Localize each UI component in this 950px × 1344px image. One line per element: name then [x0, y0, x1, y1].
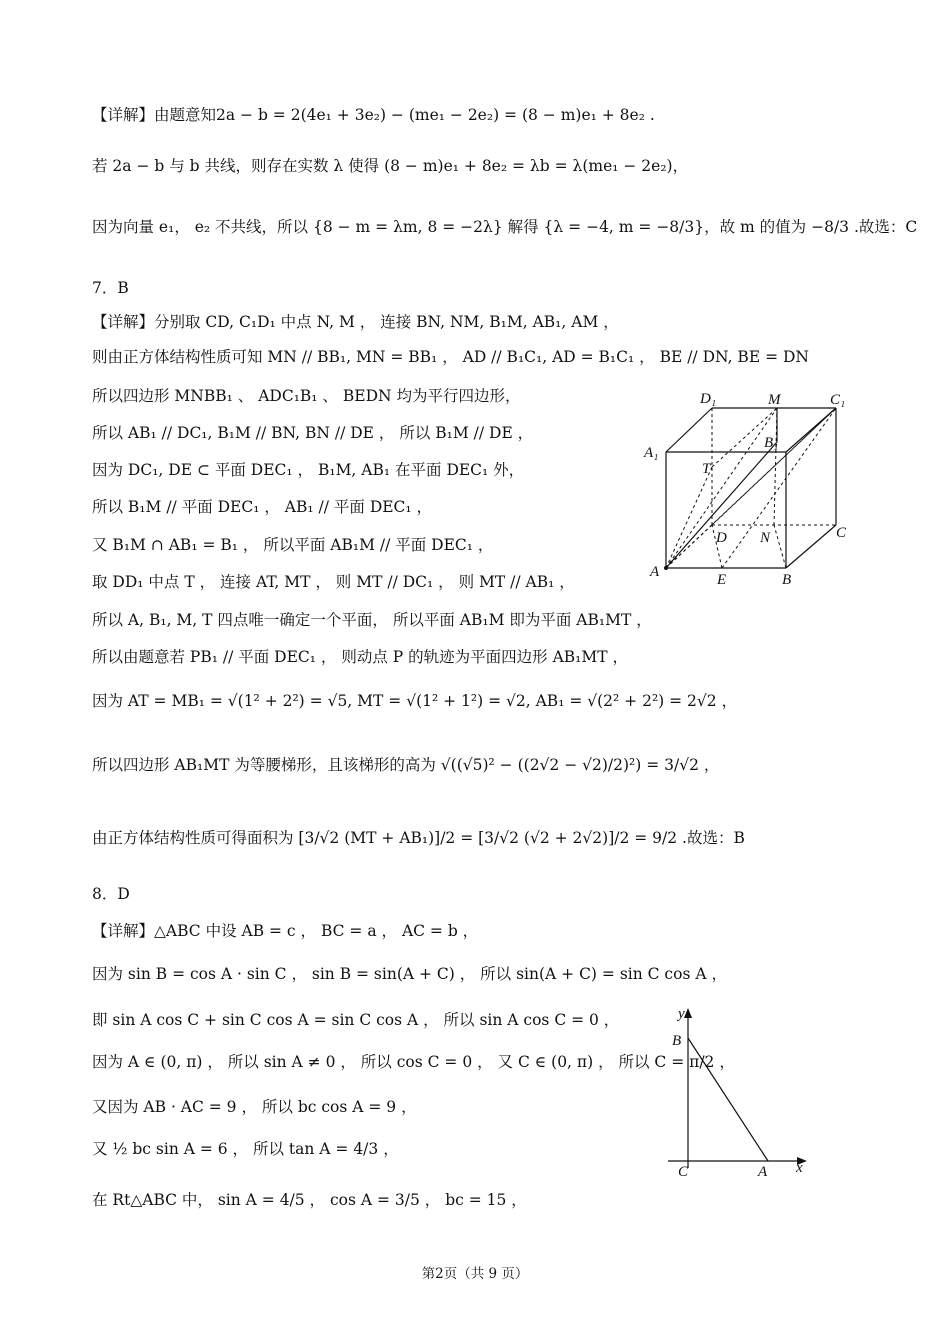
section-number: 8．D: [92, 885, 130, 903]
label-N: N: [760, 530, 771, 546]
cube-figure: [630, 385, 860, 590]
section-number: 7．B: [92, 279, 129, 297]
text-line: 因为 A ∈ (0, π) ， 所以 sin A ≠ 0 ， 所以 cos C = 0 ， 又 C ∈ (0, π) ， 所以 C = π/2 ，: [92, 1053, 735, 1071]
coordinate-figure: [660, 1000, 820, 1190]
point-label-C: C: [678, 1164, 689, 1180]
label-B: B: [782, 572, 792, 588]
text-line: 即 sin A cos C + sin C cos A = sin C cos A ， 所以 sin A cos C = 0 ，: [92, 1011, 620, 1029]
text-line: 所以四边形 MNBB₁ 、 ADC₁B₁ 、 BEDN 均为平行四边形，: [92, 387, 521, 405]
text-line: 取 DD₁ 中点 T ， 连接 AT, MT ， 则 MT // DC₁ ， 则 MT // AB₁ ，: [92, 573, 575, 591]
text-line: 又 ½ bc sin A = 6 ， 所以 tan A = 4/3 ，: [92, 1140, 399, 1158]
text-line: 所以四边形 AB₁MT 为等腰梯形，且该梯形的高为 √((√5)² − ((2√2 − √2)/2)²) = 3/√2 ，: [92, 756, 720, 774]
text-line: 所以 A, B₁, M, T 四点唯一确定一个平面， 所以平面 AB₁M 即为平面 AB₁MT ，: [92, 611, 652, 629]
text-line: 因为向量 e₁， e₂ 不共线，所以 {8 − m = λm, 8 = −2λ} 解得 {λ = −4, m = −8/3}，故 m 的值为 −8/3 .故选：C: [92, 218, 918, 236]
label-D: D: [716, 530, 727, 546]
text-line: 【详解】△ABC 中设 AB = c ， BC = a ， AC = b ，: [92, 922, 479, 940]
label-D1: D₁: [700, 391, 717, 407]
label-E: E: [717, 572, 727, 588]
text-line: 【详解】分别取 CD, C₁D₁ 中点 N, M ， 连接 BN, NM, B₁M, AB₁, AM ，: [92, 313, 619, 331]
text-line: 所以 AB₁ // DC₁, B₁M // BN, BN // DE ， 所以 B₁M // DE ，: [92, 424, 534, 442]
label-T: T: [702, 461, 711, 477]
text-line: 又 B₁M ∩ AB₁ = B₁ ， 所以平面 AB₁M // 平面 DEC₁ ，: [92, 536, 494, 554]
text-line: 所以由题意若 PB₁ // 平面 DEC₁ ， 则动点 P 的轨迹为平面四边形 AB₁MT ，: [92, 648, 629, 666]
label-A1: A₁: [644, 445, 659, 461]
text-line: 因为 DC₁, DE ⊂ 平面 DEC₁ ， B₁M, AB₁ 在平面 DEC₁ 外，: [92, 461, 525, 479]
label-A: A: [650, 564, 660, 580]
text-line: 因为 sin B = cos A · sin C ， sin B = sin(A + C) ， 所以 sin(A + C) = sin C cos A ，: [92, 965, 727, 983]
axis-label-x: x: [796, 1160, 803, 1176]
text-line: 因为 AT = MB₁ = √(1² + 2²) = √5, MT = √(1² + 1²) = √2, AB₁ = √(2² + 2²) = 2√2 ，: [92, 692, 738, 710]
text-line: 则由正方体结构性质可知 MN // BB₁, MN = BB₁ ， AD // B₁C₁, AD = B₁C₁ ， BE // DN, BE = DN: [92, 348, 809, 366]
text-line: 由正方体结构性质可得面积为 [3/√2 (MT + AB₁)]/2 = [3/√2 (√2 + 2√2)]/2 = 9/2 .故选：B: [92, 829, 745, 847]
label-C1: C₁: [830, 392, 846, 408]
text-line: 又因为 AB · AC = 9 ， 所以 bc cos A = 9 ，: [92, 1098, 417, 1116]
label-C: C: [836, 525, 847, 541]
text-line: 在 Rt△ABC 中， sin A = 4/5 ， cos A = 3/5 ， bc = 15 ，: [92, 1191, 527, 1209]
axis-label-y: y: [678, 1006, 685, 1022]
text-line: 若 2a − b 与 b 共线，则存在实数 λ 使得 (8 − m)e₁ + 8e₂ = λb = λ(me₁ − 2e₂)，: [92, 157, 689, 175]
text-line: 所以 B₁M // 平面 DEC₁ ， AB₁ // 平面 DEC₁ ，: [92, 498, 433, 516]
point-label-B: B: [672, 1033, 682, 1049]
label-M: M: [768, 392, 781, 408]
label-B1: B₁: [764, 435, 779, 451]
point-label-A: A: [758, 1164, 768, 1180]
page-footer: 第2页（共 9 页）: [421, 1266, 529, 1282]
text-line: 【详解】由题意知2a − b = 2(4e₁ + 3e₂) − (me₁ − 2e₂) = (8 − m)e₁ + 8e₂ .: [92, 106, 655, 124]
